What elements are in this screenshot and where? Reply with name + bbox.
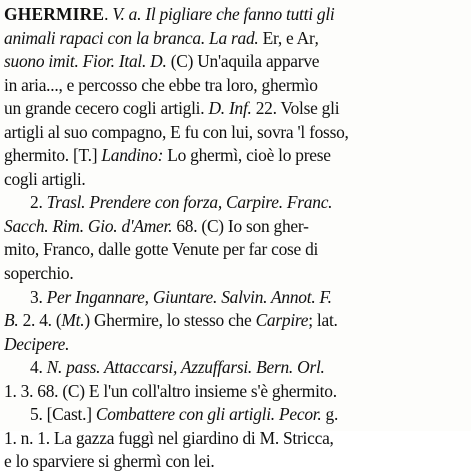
entry-text: .	[104, 4, 113, 24]
entry-text: ; lat.	[308, 310, 338, 331]
entry-text: 3.	[30, 286, 47, 307]
entry-line	[4, 50, 468, 74]
entry-text: 2.	[30, 192, 47, 213]
entry-line	[4, 97, 468, 121]
entry-line	[4, 191, 468, 215]
entry-line	[4, 74, 468, 98]
entry-text: N. pass. Attaccarsi, Azzuffarsi. Bern. Orl.	[46, 357, 325, 378]
entry-text: 22. Volse gli	[251, 98, 340, 119]
entry-text: Combattere con gli artigli. Pecor.	[95, 404, 322, 425]
entry-line	[4, 286, 468, 310]
entry-line	[4, 3, 468, 27]
entry-text: Sacch. Rim. Gio. d'Amer.	[4, 215, 173, 236]
entry-text: 1. n. 1. La gazza fuggì nel giardino di M. Stricca,	[4, 427, 334, 448]
entry-text: cogli artigli.	[4, 168, 86, 189]
entry-text: animali rapaci con la branca. La rad.	[4, 27, 259, 48]
entry-text: Per Ingannare, Giuntare. Salvin. Annot. F.	[46, 286, 332, 307]
entry-text: soperchio.	[4, 263, 74, 284]
entry-line	[4, 262, 468, 286]
entry-line	[4, 403, 468, 427]
entry-text: Carpire	[255, 310, 309, 331]
entry-line	[4, 215, 468, 239]
entry-text: e lo sparviere si ghermì con lei.	[4, 451, 215, 472]
entry-line	[4, 168, 468, 192]
entry-text: ghermito. [T.]	[4, 145, 102, 166]
entry-text: Mt.	[61, 310, 85, 331]
entry-text: Er, e Ar	[258, 27, 315, 48]
entry-text: Landino:	[101, 145, 164, 166]
headword: GHERMIRE	[4, 4, 105, 24]
entry-line	[4, 380, 468, 404]
entry-text: B.	[4, 310, 19, 331]
entry-text: Trasl. Prendere con forza, Carpire. Franc.	[46, 192, 333, 213]
entry-text: 2. 4. (	[18, 310, 62, 331]
entry-text: artigli al suo compagno, E fu con lui, sovra 'l fosso,	[4, 121, 349, 142]
entry-line	[4, 333, 468, 357]
entry-line	[4, 121, 468, 145]
entry-line	[4, 427, 468, 451]
entry-text: Decipere.	[4, 333, 70, 354]
entry-text: 5. [Cast.]	[30, 404, 96, 425]
entry-text: Lo ghermì, cioè lo prese	[163, 145, 331, 166]
entry-line	[4, 356, 468, 380]
entry-text: in aria..., e percosso che ebbe tra loro, ghermìo	[4, 74, 318, 95]
entry-text: D. Inf.	[208, 98, 252, 119]
entry-line	[4, 144, 468, 168]
entry-text: ,	[314, 27, 319, 48]
dictionary-entry-ghermire	[4, 3, 468, 474]
entry-text: un grande cecero cogli artigli.	[4, 98, 209, 119]
entry-text: mito, Franco, dalle gotte Venute per far cose di	[4, 239, 319, 260]
entry-text: g.	[321, 404, 339, 425]
entry-text: ) Ghermire, lo stesso che	[84, 310, 256, 331]
entry-text: (C) Un'aquila apparve	[166, 51, 320, 72]
entry-text: V. a. Il pigliare che fanno tutti gli	[112, 4, 335, 24]
entry-line	[4, 309, 468, 333]
entry-text: 68. (C) Io son gher-	[172, 215, 309, 236]
entry-text: suono imit. Fior. Ital. D.	[4, 51, 167, 72]
entry-text: 1. 3. 68. (C) E l'un coll'altro insieme s'è ghermito.	[4, 380, 337, 401]
entry-line	[4, 238, 468, 262]
entry-line	[4, 450, 468, 474]
entry-line	[4, 27, 468, 51]
entry-text: 4.	[30, 357, 47, 378]
